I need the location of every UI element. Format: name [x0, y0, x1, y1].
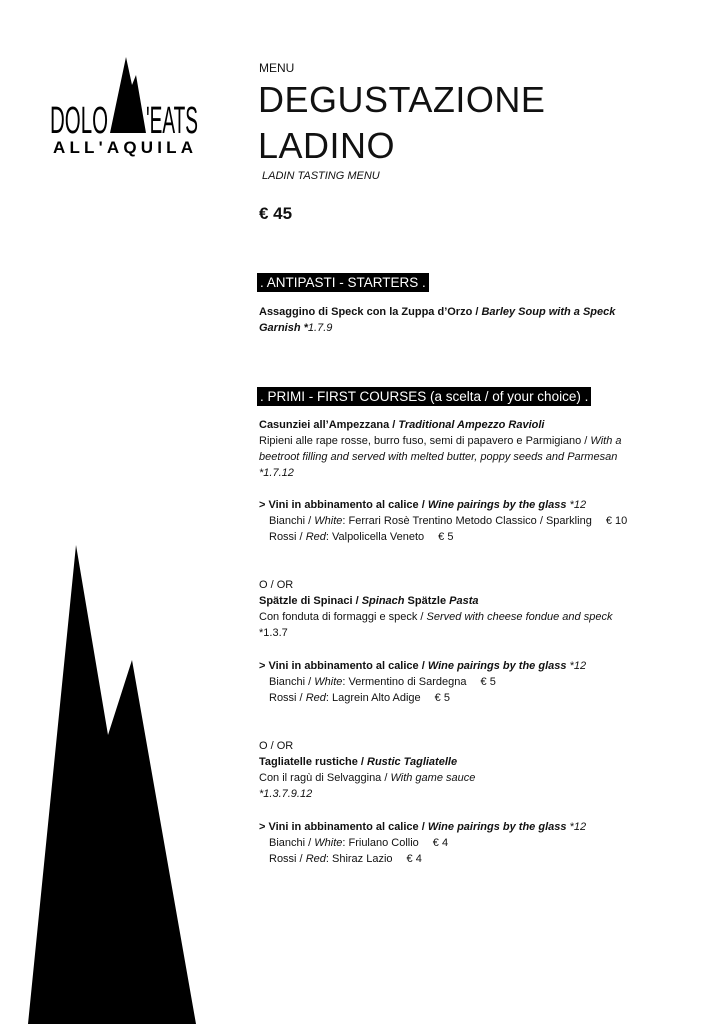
text-segment: Bianchi /	[269, 837, 315, 849]
text-segment: > Vini in abbinamento al calice /	[259, 821, 428, 833]
menu-line	[259, 417, 679, 433]
text-segment: Rossi /	[269, 692, 306, 704]
menu-line	[259, 690, 679, 706]
wine-price: € 4	[406, 853, 422, 865]
logo-text-left: DOLO	[50, 100, 108, 142]
text-segment: *1.7.12	[259, 467, 294, 479]
text-segment: > Vini in abbinamento al calice /	[259, 499, 428, 511]
menu-block	[259, 658, 679, 706]
text-segment: Ripieni alle rape rosse, burro fuso, semi di papavero e Parmigiano /	[259, 435, 591, 447]
text-segment: O / OR	[259, 740, 294, 752]
section-header: . ANTIPASTI - STARTERS .	[257, 273, 429, 292]
text-segment: Red	[305, 531, 326, 543]
menu-line	[259, 754, 679, 770]
menu-line	[259, 819, 679, 835]
menu-line	[259, 320, 679, 336]
wine-price: € 5	[434, 692, 450, 704]
text-segment: White	[314, 837, 343, 849]
text-segment: Assaggino di Speck con la Zuppa d’Orzo /	[259, 306, 482, 318]
wine-price: € 4	[432, 837, 449, 849]
text-segment: Bianchi /	[269, 515, 315, 527]
text-segment: *12	[569, 660, 587, 672]
text-segment: Casunziei all’Ampezzana /	[259, 419, 399, 431]
text-segment: Garnish *	[259, 322, 308, 334]
text-segment: Rustic Tagliatelle	[367, 756, 458, 768]
text-segment: Wine pairings by the glass	[427, 499, 570, 511]
text-segment: With a	[590, 435, 622, 447]
menu-line	[259, 465, 679, 481]
logo-text-right: 'EATS	[146, 100, 198, 142]
menu-line	[259, 449, 679, 465]
mountain-icon	[28, 545, 196, 1024]
menu-block	[259, 417, 679, 481]
menu-line	[259, 625, 679, 641]
text-segment: : Friulano Collio	[342, 837, 419, 849]
menu-line	[259, 851, 679, 867]
menu-line	[259, 609, 679, 625]
wine-price: € 5	[480, 676, 496, 688]
menu-line	[259, 786, 679, 802]
menu-line	[259, 770, 679, 786]
menu-line	[259, 497, 679, 513]
logo-subtitle: ALL'AQUILA	[53, 138, 193, 157]
menu-label: MENU	[259, 61, 295, 75]
menu-line	[259, 529, 679, 545]
wine-price: € 5	[438, 531, 454, 543]
text-segment: Bianchi /	[269, 676, 315, 688]
menu-block	[259, 497, 679, 545]
text-segment: Con il ragù di Selvaggina /	[259, 772, 391, 784]
text-segment: *1.3.7	[259, 627, 288, 639]
text-segment: : Lagrein Alto Adige	[325, 692, 421, 704]
menu-line	[259, 433, 679, 449]
menu-line	[259, 513, 679, 529]
menu-block	[259, 819, 679, 867]
menu-line	[259, 577, 679, 593]
menu-line	[259, 593, 679, 609]
text-segment: beetroot filling and served with melted butter, poppy seeds and Parmesan	[259, 451, 618, 463]
text-segment: Spätzle	[404, 595, 450, 607]
menu-block	[259, 738, 679, 802]
text-segment: Tagliatelle rustiche /	[259, 756, 367, 768]
text-segment: Wine pairings by the glass	[427, 660, 570, 672]
text-segment: With game sauce	[390, 772, 476, 784]
text-segment: O / OR	[259, 579, 294, 591]
text-segment: *12	[569, 821, 587, 833]
menu-line	[259, 835, 679, 851]
page-title-line1: DEGUSTAZIONE	[258, 79, 546, 120]
text-segment: Con fonduta di formaggi e speck /	[259, 611, 427, 623]
wine-price: € 10	[605, 515, 628, 527]
page-subtitle: LADIN TASTING MENU	[262, 170, 380, 182]
text-segment: : Valpolicella Veneto	[325, 531, 425, 543]
page-title-line2: LADINO	[258, 125, 396, 166]
text-segment: : Vermentino di Sardegna	[342, 676, 467, 688]
menu-price: € 45	[259, 204, 293, 223]
text-segment: Spinach	[361, 595, 405, 607]
text-segment: : Ferrari Rosè Trentino Metodo Classico / Sparkling	[342, 515, 592, 527]
text-segment: Pasta	[449, 595, 479, 607]
logo-mountain-icon	[110, 57, 146, 133]
section-header: . PRIMI - FIRST COURSES (a scelta / of your choice) .	[257, 387, 591, 406]
text-segment: Served with cheese fondue and speck	[426, 611, 613, 623]
text-segment: Spätzle di Spinaci /	[259, 595, 362, 607]
menu-line	[259, 658, 679, 674]
text-segment: *12	[569, 499, 587, 511]
text-segment: White	[314, 515, 343, 527]
text-segment: Red	[305, 692, 326, 704]
text-segment: : Shiraz Lazio	[325, 853, 393, 865]
menu-line	[259, 674, 679, 690]
text-segment: > Vini in abbinamento al calice /	[259, 660, 428, 672]
text-segment: *1.3.7.9.12	[259, 788, 313, 800]
text-segment: Barley Soup with a Speck	[481, 306, 616, 318]
text-segment: Rossi /	[269, 853, 306, 865]
text-segment: 1.7.9	[307, 322, 333, 334]
text-segment: Rossi /	[269, 531, 306, 543]
text-segment: Traditional Ampezzo Ravioli	[398, 419, 545, 431]
menu-block	[259, 304, 679, 336]
restaurant-logo	[50, 55, 200, 155]
menu-block	[259, 577, 679, 641]
text-segment: White	[314, 676, 343, 688]
menu-line	[259, 304, 679, 320]
text-segment: Red	[305, 853, 326, 865]
menu-line	[259, 738, 679, 754]
text-segment: Wine pairings by the glass	[427, 821, 570, 833]
